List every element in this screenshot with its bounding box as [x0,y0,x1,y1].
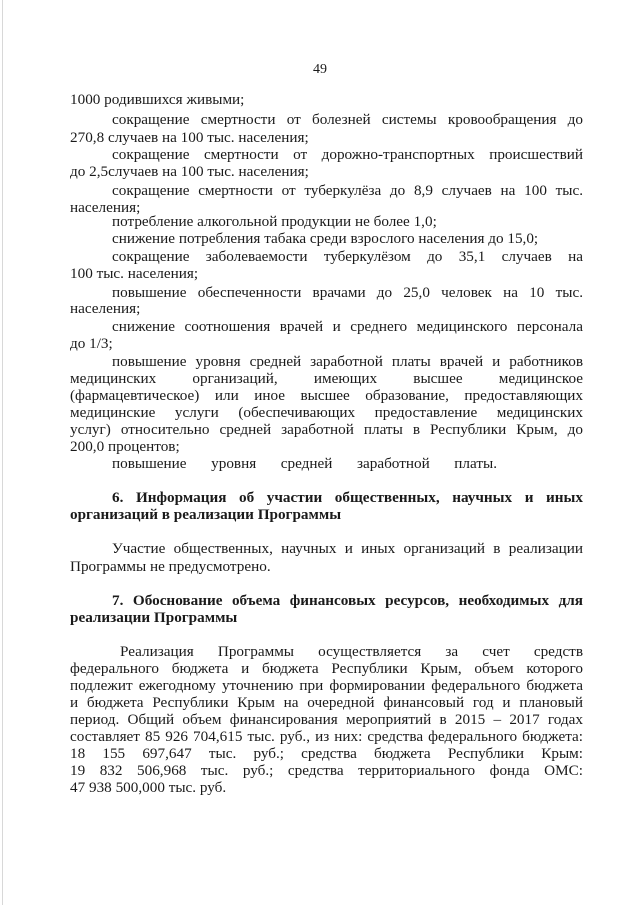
text-line: населения; [70,199,141,216]
text-line: повышение уровня средней заработной платы врачей и работников [112,353,583,370]
section-7-heading-cont: реализации Программы [70,609,238,626]
text-line: 270,8 случаев на 100 тыс. населения; [70,129,309,146]
text-line: услуг) относительно средней заработной платы в Республики Крым, до [70,421,583,438]
text-line: 200,0 процентов; [70,438,180,455]
text-line: снижение потребления табака среди взрослого населения до 15,0; [112,230,539,247]
section-7-body-line: и бюджета Республики Крым на очередной финансовый год и плановый [70,694,583,711]
text-line: повышение уровня средней заработной платы. [112,455,497,472]
text-line: снижение соотношения врачей и среднего медицинского персонала [112,318,583,335]
section-6-body: Участие общественных, научных и иных организаций в реализации [112,540,583,557]
section-6-body-cont: Программы не предусмотрено. [70,558,271,575]
text-line: 100 тыс. населения; [70,265,199,282]
section-6-heading-cont: организаций в реализации Программы [70,506,342,523]
section-7-body-line: 18 155 697,647 тыс. руб.; средства бюджета Республики Крым: [70,745,583,762]
text-line: сокращение заболеваемости туберкулёзом до 35,1 случаев на [112,248,583,265]
text-line: до 1/3; [70,335,113,352]
section-7-body-line: подлежит ежегодному уточнению при формировании федерального бюджета [70,677,583,694]
text-line: повышение обеспеченности врачами до 25,0 человек на 10 тыс. [112,284,583,301]
text-line: сокращение смертности от болезней системы кровообращения до [112,111,583,128]
text-line: медицинских организаций, имеющих высшее медицинское [70,370,583,387]
page-number: 49 [313,62,327,77]
section-7-body-line: 19 832 506,968 тыс. руб.; средства территориального фонда ОМС: [70,762,583,779]
scan-edge-line [2,0,3,905]
text-line: медицинские услуги (обеспечивающих предоставление медицинских [70,404,583,421]
section-7-heading: 7. Обоснование объема финансовых ресурсов, необходимых для [112,592,583,609]
text-line: потребление алкогольной продукции не более 1,0; [112,213,437,230]
section-7-body-line: составляет 85 926 704,615 тыс. руб., из них: средства федерального бюджета: [70,728,583,745]
section-7-body-line: 47 938 500,000 тыс. руб. [70,779,227,796]
text-line: сокращение смертности от туберкулёза до 8,9 случаев на 100 тыс. [112,182,583,199]
section-7-body-line: период. Общий объем финансирования мероприятий в 2015 – 2017 годах [70,711,583,728]
text-line: 1000 родившихся живыми; [70,91,245,108]
text-line: сокращение смертности от дорожно-транспортных происшествий [112,146,583,163]
section-6-heading: 6. Информация об участии общественных, научных и иных [112,489,583,506]
text-line: населения; [70,300,141,317]
text-line: (фармацевтическое) или иное высшее образование, предоставляющих [70,387,583,404]
text-line: до 2,5случаев на 100 тыс. населения; [70,163,309,180]
section-7-body-line: Реализация Программы осуществляется за счет средств [120,643,583,660]
section-7-body-line: федерального бюджета и бюджета Республики Крым, объем которого [70,660,583,677]
